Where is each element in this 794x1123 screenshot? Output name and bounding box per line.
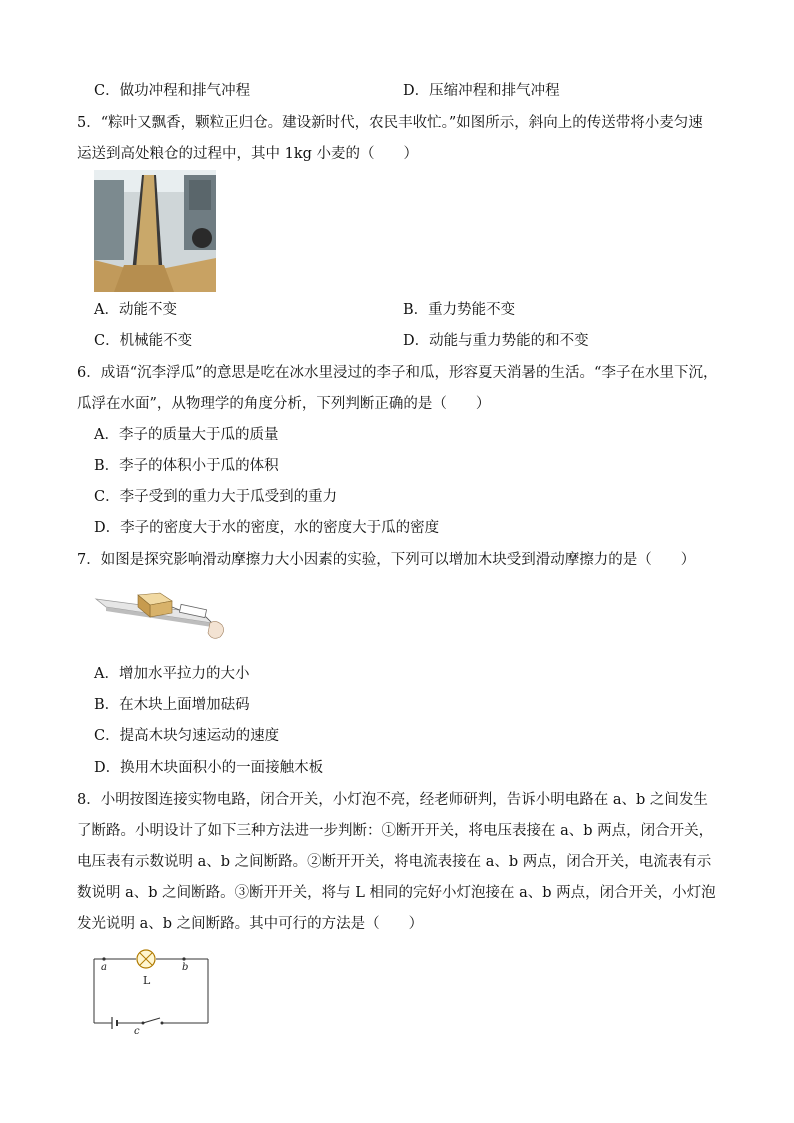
q6-stem-line-1: 6．成语“沉李浮瓜”的意思是吃在冰水里浸过的李子和瓜，形容夏天消暑的生活。“李子在水里下沉， (77, 365, 718, 381)
q8-stem-line-4: 数说明 a、b 之间断路。③断开开关，将与 L 相同的完好小灯泡接在 a、b 两点，闭合开关，小灯泡 (77, 885, 716, 901)
q5-option-d: D．动能与重力势能的和不变 (403, 333, 589, 349)
q7-option-c: C．提高木块匀速运动的速度 (94, 728, 280, 744)
q6-option-d: D．李子的密度大于水的密度，水的密度大于瓜的密度 (94, 520, 440, 536)
circuit-diagram (88, 945, 212, 1037)
conveyor-belt-photo (94, 170, 216, 292)
q7-option-a: A．增加水平拉力的大小 (94, 666, 250, 682)
q4-option-d: D．压缩冲程和排气冲程 (403, 83, 560, 99)
q7-option-b: B．在木块上面增加砝码 (94, 697, 250, 713)
circuit-label-a: a (101, 962, 107, 973)
q5-option-b: B．重力势能不变 (403, 302, 516, 318)
q8-stem-line-2: 了断路。小明设计了如下三种方法进一步判断：①断开开关，将电压表接在 a、b 两点，闭合开关， (77, 823, 714, 839)
q6-stem-line-2: 瓜浮在水面”，从物理学的角度分析，下列判断正确的是（ ） (77, 396, 491, 412)
circuit-label-b: b (182, 962, 189, 973)
q8-stem-line-1: 8．小明按图连接实物电路，闭合开关，小灯泡不亮，经老师研判，告诉小明电路在 a、b 之间发生 (77, 792, 708, 808)
circuit-label-l: L (143, 974, 151, 987)
q8-stem-line-3: 电压表有示数说明 a、b 之间断路。②断开开关，将电流表接在 a、b 两点，闭合开关，电流表有示 (77, 854, 712, 870)
q5-stem-line-1: 5．“粽叶又飘香，颗粒正归仓。建设新时代，农民丰收忙。”如图所示，斜向上的传送带将小麦匀速 (77, 115, 703, 131)
q5-stem-line-2: 运送到高处粮仓的过程中，其中 1kg 小麦的（ ） (77, 146, 419, 162)
q7-option-d: D．换用木块面积小的一面接触木板 (94, 760, 324, 776)
q6-option-b: B．李子的体积小于瓜的体积 (94, 458, 279, 474)
q4-option-c: C．做功冲程和排气冲程 (94, 83, 251, 99)
friction-experiment-figure (94, 583, 234, 647)
q5-option-a: A．动能不变 (94, 302, 177, 318)
q5-option-c: C．机械能不变 (94, 333, 193, 349)
circuit-label-c: c (134, 1026, 140, 1037)
q6-option-c: C．李子受到的重力大于瓜受到的重力 (94, 489, 338, 505)
q6-option-a: A．李子的质量大于瓜的质量 (94, 427, 279, 443)
q7-stem-line-1: 7．如图是探究影响滑动摩擦力大小因素的实验，下列可以增加木块受到滑动摩擦力的是（ ） (77, 552, 696, 568)
q8-stem-line-5: 发光说明 a、b 之间断路。其中可行的方法是（ ） (77, 916, 424, 932)
